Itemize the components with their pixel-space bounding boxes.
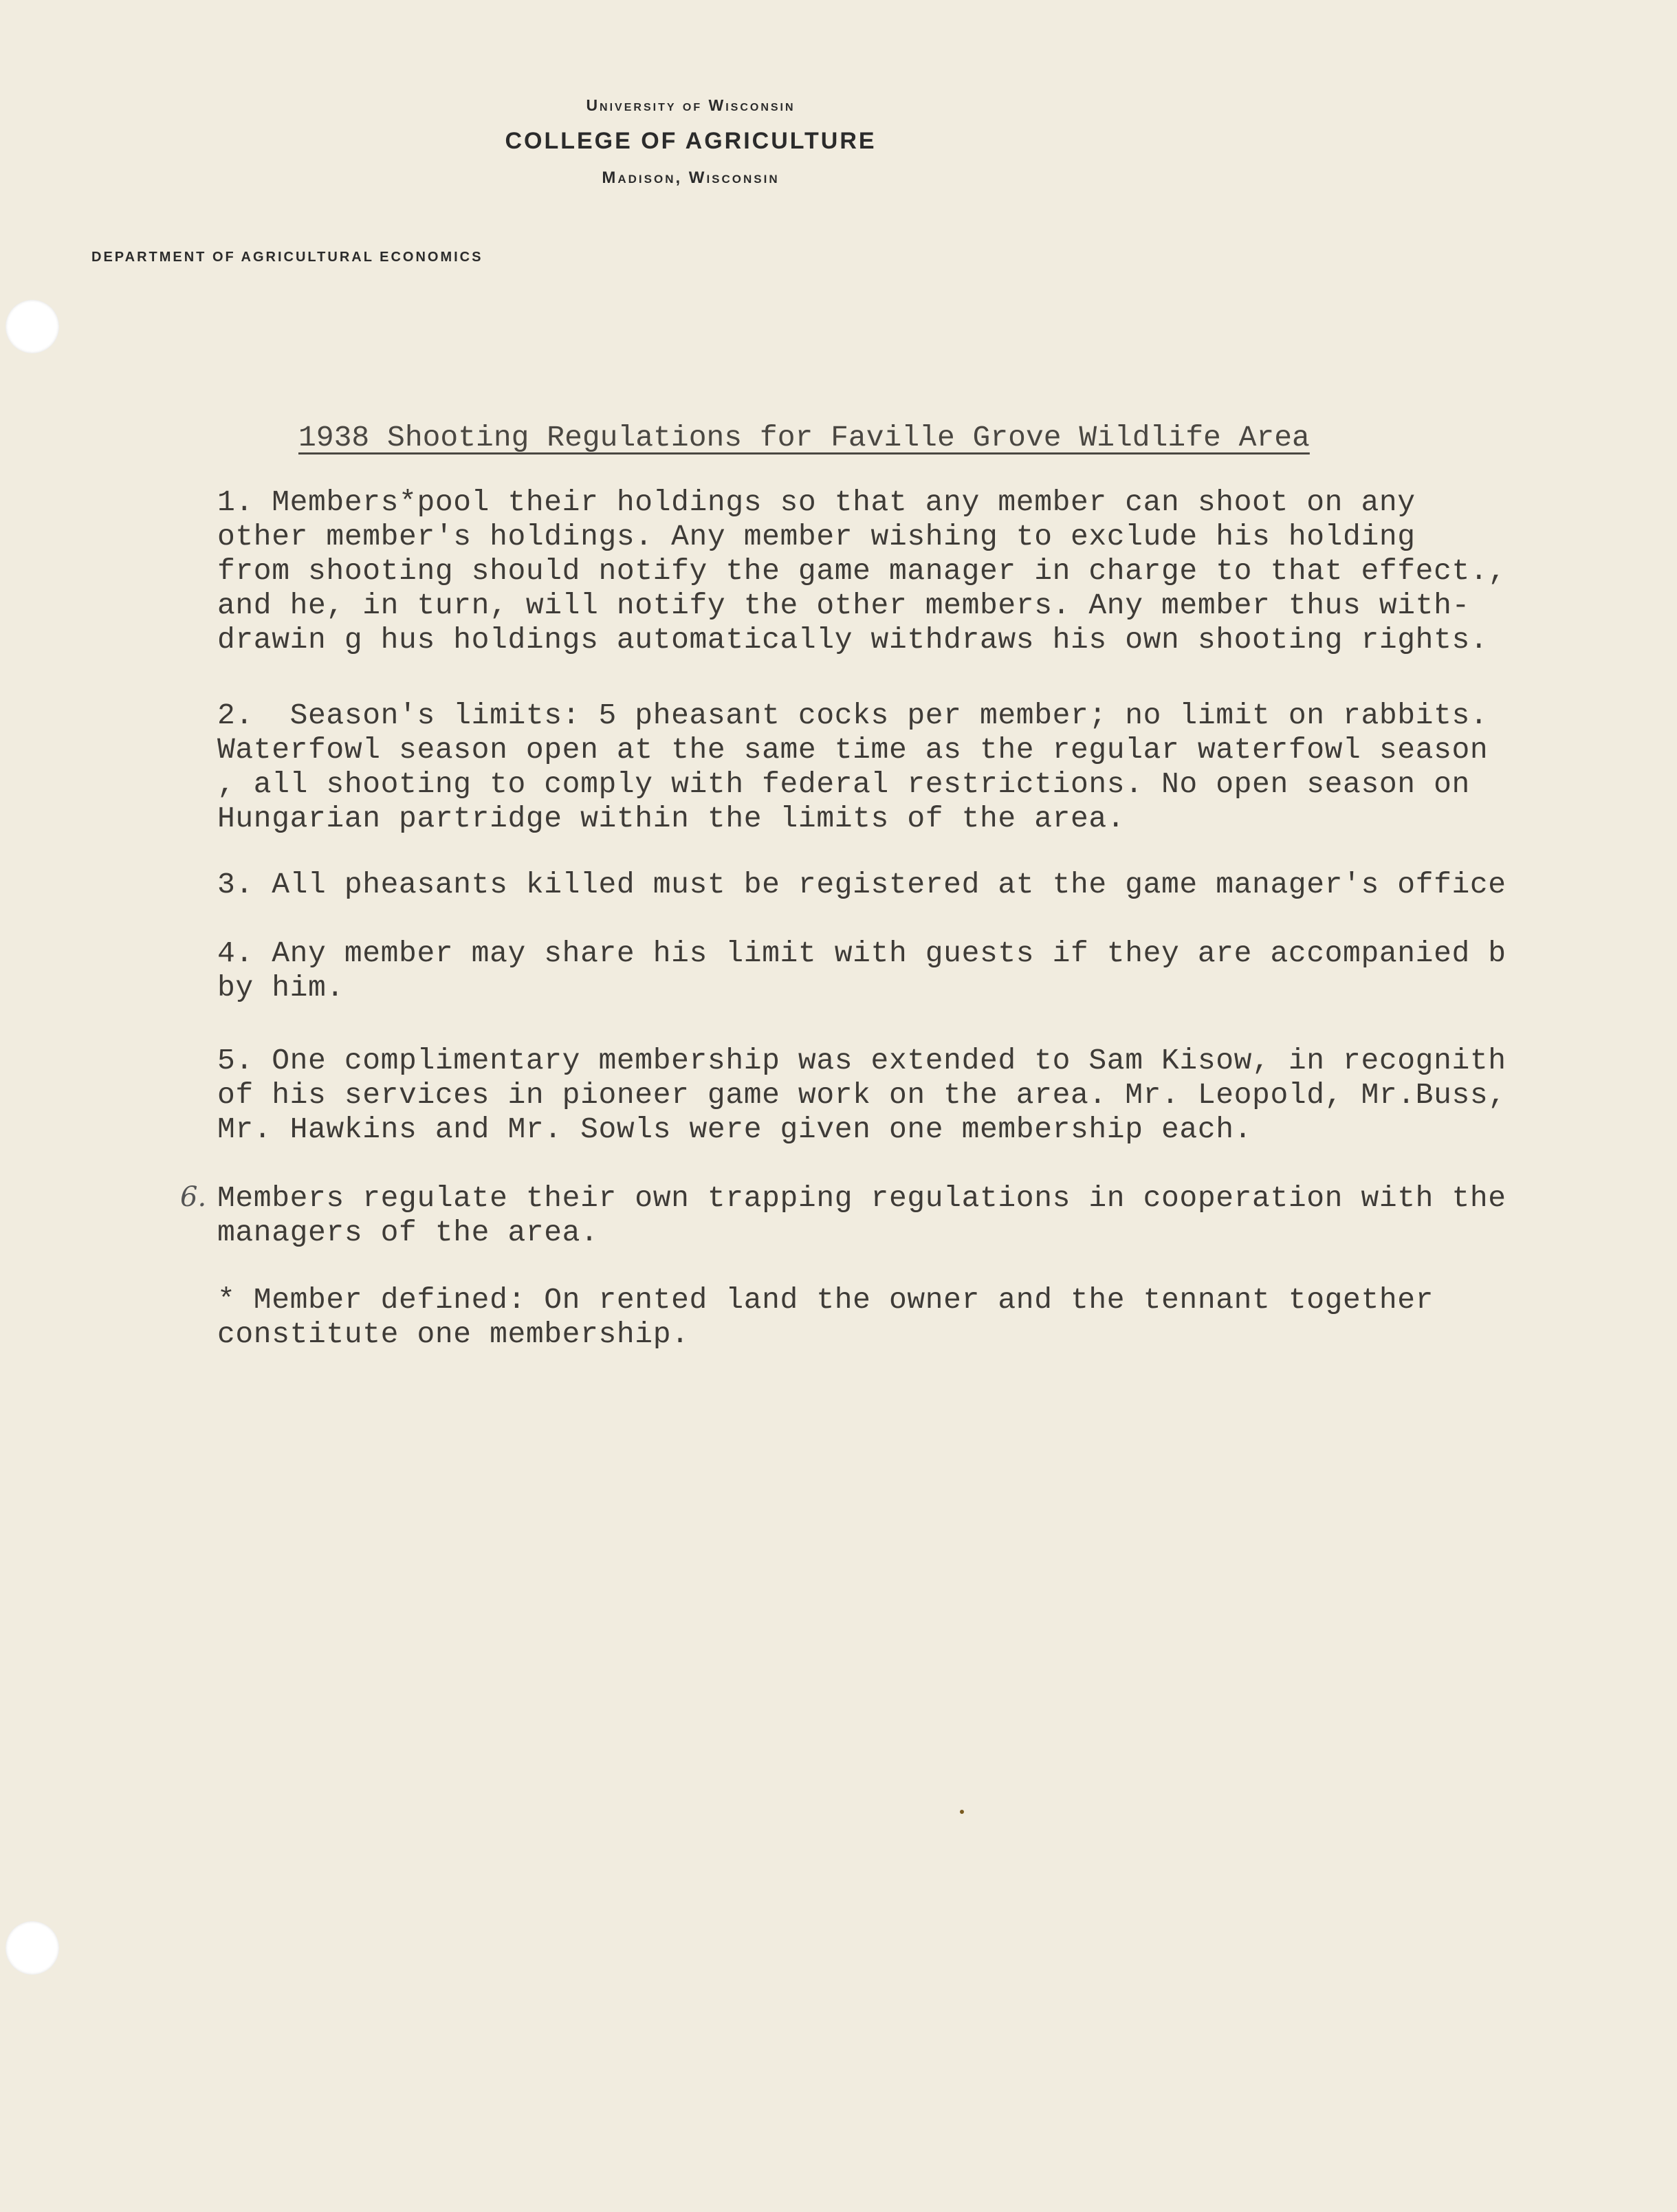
text-line: from shooting should notify the game manager in charge to that effect., — [217, 554, 1506, 588]
letterhead-college: COLLEGE OF AGRICULTURE — [505, 128, 877, 154]
letterhead-department: DEPARTMENT OF AGRICULTURAL ECONOMICS — [91, 250, 483, 265]
paragraph-number-handwritten: 6. — [180, 1181, 207, 1213]
paragraph-3 — [217, 868, 1668, 902]
letterhead-university: University of Wisconsin — [586, 96, 796, 114]
text-line: 3. All pheasants killed must be registered at the game manager's office — [217, 868, 1506, 901]
text-line: 2. Season's limits: 5 pheasant cocks per member; no limit on rabbits. — [217, 699, 1489, 732]
text-line: 1. Members*pool their holdings so that any member can shoot on any — [217, 485, 1416, 519]
ink-speck — [960, 1810, 964, 1814]
text-line: of his services in pioneer game work on the area. Mr. Leopold, Mr.Buss, — [217, 1078, 1506, 1112]
text-line: 4. Any member may share his limit with guests if they are accompanied b — [217, 937, 1506, 970]
paragraph-2 — [217, 699, 1668, 836]
paragraph-5 — [217, 1044, 1668, 1147]
text-line: Hungarian partridge within the limits of the area. — [217, 802, 1126, 835]
text-line: constitute one membership. — [217, 1317, 690, 1351]
paragraph-6 — [217, 1181, 1668, 1250]
paragraph-1 — [217, 485, 1668, 657]
text-line: and he, in turn, will notify the other members. Any member thus with- — [217, 589, 1470, 622]
letterhead-city: Madison, Wisconsin — [602, 168, 780, 187]
paragraph-4 — [217, 937, 1668, 1005]
text-line: drawin g hus holdings automatically withdraws his own shooting rights. — [217, 623, 1489, 657]
text-line: , all shooting to comply with federal restrictions. No open season on — [217, 767, 1470, 801]
text-line: managers of the area. — [217, 1216, 599, 1249]
punch-hole — [6, 300, 59, 353]
text-line: Waterfowl season open at the same time as the regular waterfowl season — [217, 733, 1489, 767]
document-title: 1938 Shooting Regulations for Faville Grove Wildlife Area — [298, 421, 1310, 455]
text-line: 5. One complimentary membership was extended to Sam Kisow, in recognith — [217, 1044, 1506, 1077]
text-line: by him. — [217, 971, 344, 1005]
footnote — [217, 1283, 1668, 1352]
text-line: * Member defined: On rented land the owner and the tennant together — [217, 1283, 1434, 1317]
text-line: other member's holdings. Any member wishing to exclude his holding — [217, 520, 1416, 554]
punch-hole — [6, 1921, 59, 1975]
text-line: Mr. Hawkins and Mr. Sowls were given one membership each. — [217, 1113, 1253, 1146]
text-line: Members regulate their own trapping regulations in cooperation with the — [217, 1181, 1506, 1215]
